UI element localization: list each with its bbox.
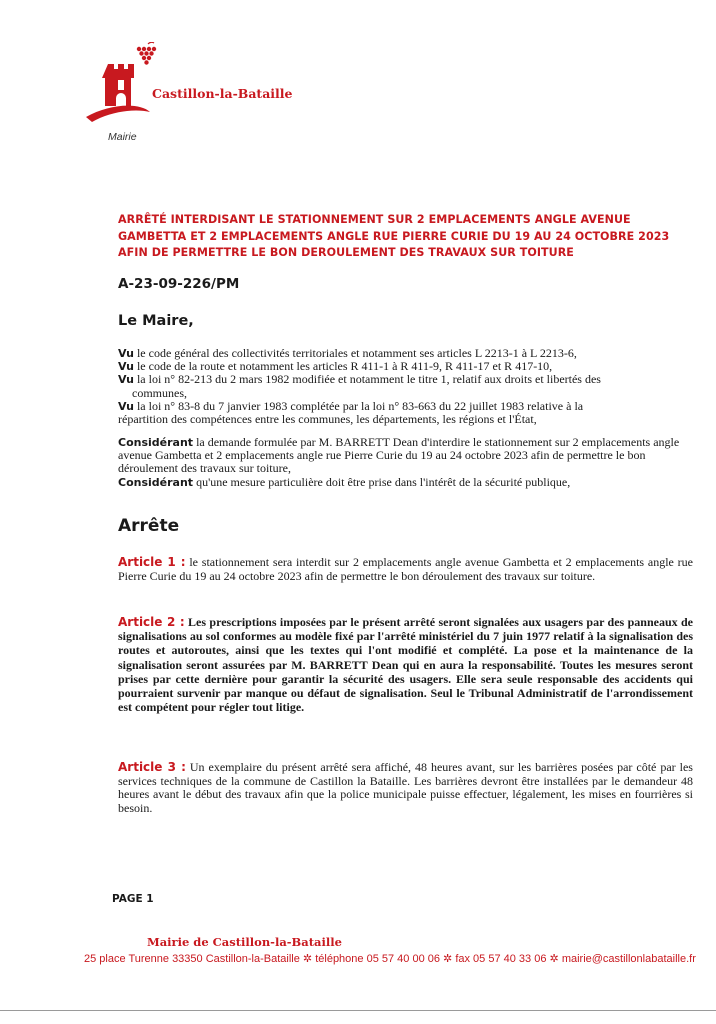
le-maire-heading: Le Maire, xyxy=(118,313,194,329)
separator-icon: ✲ xyxy=(549,953,559,965)
considerant-clause: Considérant la demande formulée par M. BARRETT Dean d'interdire le stationnement sur 2 emplacements angle avenue Gambetta et 2 emplacements angle rue Pierre Curie du 19 au 24 octobre 2023 afin de permettre le bon déroulement des travaux sur toiture, xyxy=(118,435,680,476)
page-number: PAGE 1 xyxy=(112,893,154,905)
separator-icon: ✲ xyxy=(302,953,313,965)
article-text: le stationnement sera interdit sur 2 emplacements angle avenue Gambetta et 2 emplacements angle rue Pierre Curie du 19 au 24 octobre 2023 afin de permettre le bon déroulement des travaux sur toiture. xyxy=(118,555,693,583)
article-label: Article 3 : xyxy=(118,760,186,774)
vu-clause: Vu le code de la route et notamment les articles R 411-1 à R 411-9, R 411-17 et R 417-10, xyxy=(118,359,553,374)
document-title xyxy=(118,212,690,262)
footer-fax: fax 05 57 40 33 06 xyxy=(455,953,547,965)
footer-contact xyxy=(84,952,696,965)
title-line: GAMBETTA ET 2 EMPLACEMENTS ANGLE RUE PIERRE CURIE DU 19 AU 24 OCTOBRE 2023 xyxy=(118,229,670,243)
title-line: ARRÊTÉ INTERDISANT LE STATIONNEMENT SUR 2 EMPLACEMENTS ANGLE AVENUE xyxy=(118,213,631,226)
article-label: Article 1 : xyxy=(118,555,186,569)
article-text: Les prescriptions imposées par le présent arrêté seront signalées aux usagers par des panneaux de signalisations au sol conformes au modèle fixé par l'arrêté ministériel du 7 juin 1977 relatif à la signalisation des routes et autoroutes, ainsi que les textes qui l'ont modifié et complété. La pose et la maintenance de la signalisation seront assurées par M. BARRETT Dean qui en aura la responsabilité. Toutes les mesures seront prises par cette dernière pour garantir la sécurité des usagers. Elle sera seule responsable des accidents qui pourraient survenir par manque ou défaut de signalisation. Seul le Tribunal Administratif de l'arrondissement est compétent pour régler tout litige. xyxy=(118,615,693,715)
vu-clause-continuation: communes, xyxy=(132,385,187,400)
article-text: Un exemplaire du présent arrêté sera affiché, 48 heures avant, sur les barrières posées par côté par les services techniques de la commune de Castillon la Bataille. Les barrières devront être installées par le demandeur 48 heures avant le début des travaux afin que la police municipale puisse effectuer, légalement, les mises en fourrières si besoin. xyxy=(118,760,693,815)
bottom-divider xyxy=(0,1010,716,1011)
vu-clause: Vu la loi n° 83-8 du 7 janvier 1983 complétée par la loi n° 83-663 du 22 juillet 1983 relative à la xyxy=(118,398,584,413)
article-2 xyxy=(118,615,693,714)
brand-subtitle: Mairie xyxy=(108,131,137,143)
footer-email: mairie@castillonlabataille.fr xyxy=(561,953,696,965)
article-3 xyxy=(118,761,693,815)
article-label: Article 2 : xyxy=(118,615,185,629)
vu-clauses xyxy=(118,347,693,426)
vu-clause: Vu le code général des collectivités territoriales et notamment ses articles L 2213-1 à L 2213-6, xyxy=(118,346,577,360)
article-1 xyxy=(118,556,693,583)
footer-address: 25 place Turenne 33350 Castillon-la-Bataille xyxy=(84,953,300,965)
footer-phone: téléphone 05 57 40 00 06 xyxy=(315,953,440,965)
reference-number: A-23-09-226/PM xyxy=(118,276,240,292)
arrete-heading: Arrête xyxy=(118,516,180,536)
title-line: AFIN DE PERMETTRE LE BON DEROULEMENT DES TRAVAUX SUR TOITURE xyxy=(118,246,574,259)
considerant-clause: Considérant qu'une mesure particulière doit être prise dans l'intérêt de la sécurité publique, xyxy=(118,474,571,489)
footer-title: Mairie de Castillon-la-Bataille xyxy=(147,935,342,949)
vu-clause: Vu la loi n° 82-213 du 2 mars 1982 modifiée et notamment le titre 1, relatif aux droits et libertés des xyxy=(118,372,601,387)
brand-name: Castillon-la-Bataille xyxy=(152,86,293,101)
considerant-clauses xyxy=(118,436,693,489)
separator-icon: ✲ xyxy=(443,953,453,965)
vu-clause-continuation: répartition des compétences entre les communes, les départements, les régions et l'État, xyxy=(118,412,537,427)
